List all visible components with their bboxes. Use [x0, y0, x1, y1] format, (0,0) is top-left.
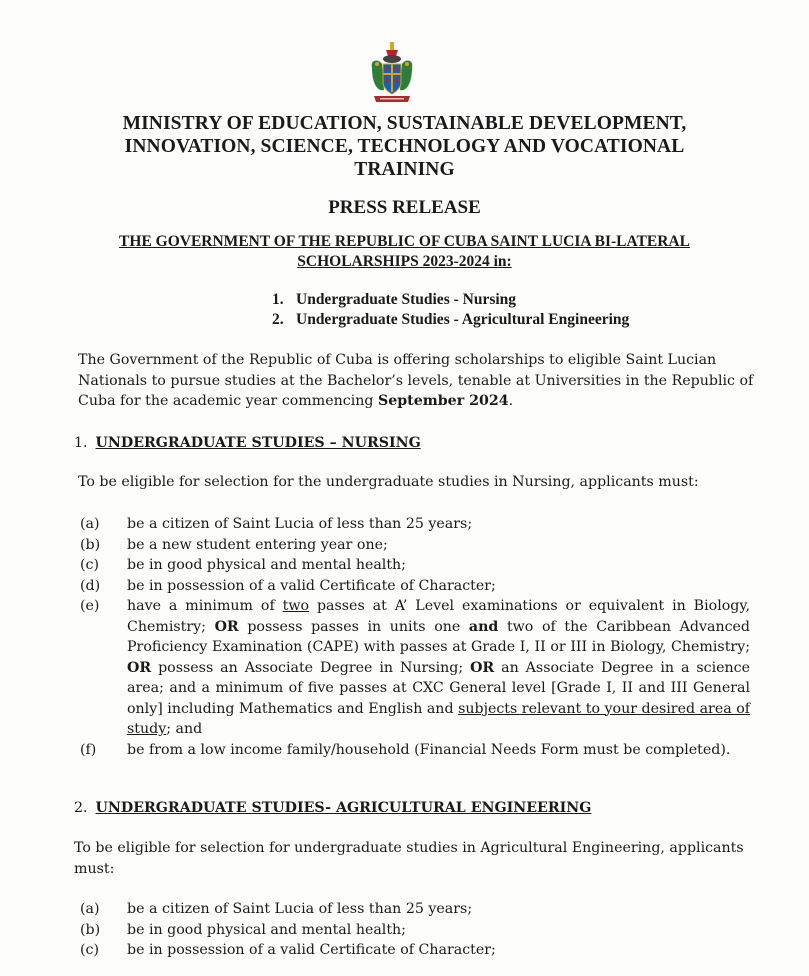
- studies-item: 2. Undergraduate Studies - Agricultural Engineering: [272, 311, 630, 328]
- section-1-requirements: [80, 514, 750, 760]
- list-item: (b) be a new student entering year one;: [80, 536, 388, 553]
- list-item: (a) be a citizen of Saint Lucia of less than 25 years;: [80, 901, 473, 917]
- intro-paragraph: The Government of the Republic of Cuba is offering scholarships to eligible Saint Lucian Nationals to pursue studies at the Bachelor’s levels, tenable at Universities in the Republic of Cuba for the academic year commencing September 2024.: [78, 352, 754, 409]
- section-2-lead: To be eligible for selection for undergraduate studies in Agricultural Engineering, applicants must:: [74, 840, 744, 877]
- studies-list: [272, 290, 629, 330]
- studies-item: 1. Undergraduate Studies - Nursing: [272, 291, 517, 308]
- list-item: (c) be in possession of a valid Certificate of Character;: [80, 942, 496, 958]
- list-item: (d) be in possession of a valid Certificate of Character;: [80, 577, 496, 594]
- section-2-requirements: [80, 899, 750, 961]
- list-item: (a) be a citizen of Saint Lucia of less than 25 years;: [80, 516, 473, 532]
- press-release-label: PRESS RELEASE: [328, 197, 481, 218]
- headline-line-1: THE GOVERNMENT OF THE REPUBLIC OF CUBA SAINT LUCIA BI-LATERAL: [119, 233, 690, 250]
- list-item: (e) have a minimum of two passes at A’ Level examinations or equivalent in Biology, Chemistry; OR possess passes in units one and two of the Caribbean Advanced Proficiency Examination (CAPE) with passes at Grade I, II or III in Biology, Chemistry; OR possess an Associate Degree in Nursing; OR an Associate Degree in a science area; and a minimum of five passes at CXC General level [Grade I, II and III General only] including Mathematics and English and subjects relevant to your desired area of study; and: [80, 598, 751, 737]
- coat-of-arms-icon: [368, 40, 416, 106]
- list-item: (c) be in good physical and mental health;: [80, 557, 406, 573]
- headline-line-2: SCHOLARSHIPS 2023-2024 in:: [297, 253, 512, 270]
- ministry-title: MINISTRY OF EDUCATION, SUSTAINABLE DEVELOPMENT, INNOVATION, SCIENCE, TECHNOLOGY AND VOCATIONAL TRAINING: [122, 113, 687, 180]
- headline: [100, 232, 709, 272]
- list-item: (b) be in good physical and mental health;: [80, 921, 406, 938]
- section-1-lead: To be eligible for selection for the undergraduate studies in Nursing, applicants must:: [78, 474, 699, 490]
- section-2-heading: 2. UNDERGRADUATE STUDIES- AGRICULTURAL ENGINEERING: [74, 800, 592, 816]
- list-item: (f) be from a low income family/household (Financial Needs Form must be completed).: [80, 741, 731, 758]
- section-1-heading: 1. UNDERGRADUATE STUDIES – NURSING: [74, 435, 421, 451]
